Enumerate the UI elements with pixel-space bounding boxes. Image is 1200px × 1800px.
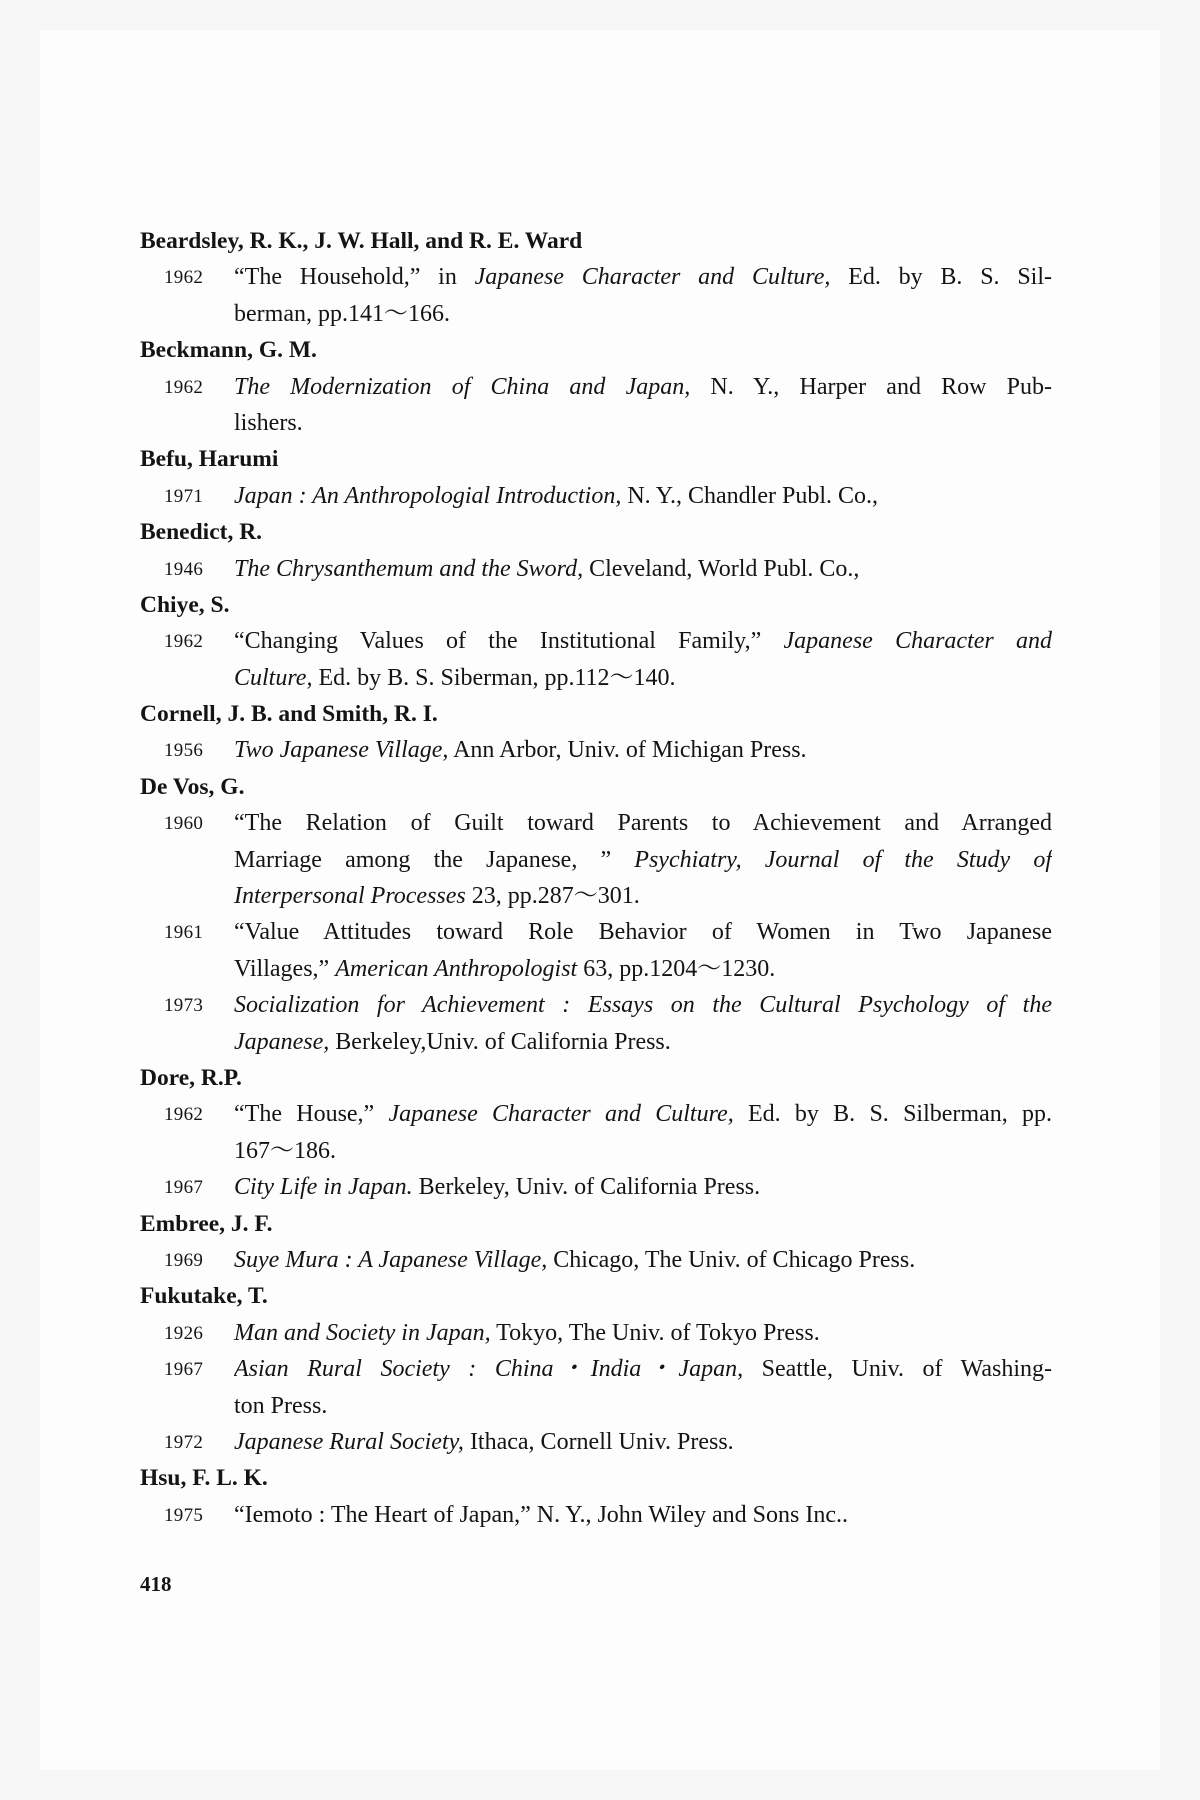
citation-text <box>234 551 1052 587</box>
citation-segment: 23, pp.287～301. <box>465 883 640 910</box>
citation-title: Japan : An Anthropologial Introduction, <box>234 482 622 509</box>
citation-line <box>0 478 1200 514</box>
citation-title: Japanese Rural Society, <box>234 1428 464 1455</box>
citation-line <box>0 1169 1200 1205</box>
citation-line <box>0 660 1200 696</box>
citation-segment: “Iemoto : The Heart of Japan,” N. Y., John Wiley and Sons Inc.. <box>234 1501 849 1528</box>
citation-line <box>0 1351 1200 1387</box>
citation-segment: lishers. <box>234 409 303 436</box>
citation-text <box>234 1096 1052 1132</box>
citation-segment: “Changing Values of the Institutional Family,” <box>234 628 784 655</box>
citation-year: 1962 <box>164 376 204 398</box>
citation-text <box>234 1133 1052 1169</box>
citation-text <box>234 732 1052 768</box>
citation-line <box>0 987 1200 1023</box>
citation-title: City Life in Japan. <box>234 1174 413 1201</box>
citation-text <box>234 1351 1052 1387</box>
citation-text <box>234 405 1052 441</box>
citation-text <box>234 987 1052 1023</box>
citation-line <box>0 1096 1200 1132</box>
citation-line <box>0 1497 1200 1533</box>
citation-line <box>0 369 1200 405</box>
citation-year: 1969 <box>164 1249 204 1271</box>
citation-year: 1962 <box>164 267 204 289</box>
citation-line <box>0 1242 1200 1278</box>
citation-title: Suye Mura : A Japanese Village, <box>234 1246 548 1273</box>
citation-year: 1971 <box>164 485 204 507</box>
citation-text <box>234 1169 1052 1205</box>
citation-segment: Ed. by B. S. Siberman, pp.112～140. <box>312 664 676 691</box>
author-heading: De Vos, G. <box>140 773 245 800</box>
citation-text <box>234 1388 1052 1424</box>
author-heading: Cornell, J. B. and Smith, R. I. <box>140 701 438 728</box>
citation-title: The Chrysanthemum and the Sword, <box>234 555 584 582</box>
citation-segment: Marriage among the Japanese, ” <box>234 846 635 873</box>
citation-text <box>234 878 1052 914</box>
citation-line <box>0 1315 1200 1351</box>
citation-text <box>234 1242 1052 1278</box>
citation-text <box>234 478 1052 514</box>
citation-title: Japanese Character and Culture, <box>388 1101 734 1128</box>
citation-title: Man and Society in Japan, <box>234 1319 491 1346</box>
citation-title: Japanese Character and <box>783 628 1052 655</box>
citation-text <box>234 914 1052 950</box>
citation-year: 1975 <box>164 1504 204 1526</box>
citation-year: 1961 <box>164 922 204 944</box>
citation-title: Culture, <box>234 664 313 691</box>
author-heading: Hsu, F. L. K. <box>140 1465 268 1492</box>
citation-text <box>234 296 1052 332</box>
author-heading: Dore, R.P. <box>140 1064 242 1091</box>
citation-title: Socialization for Achievement : Essays on the Cultural Psychology of the <box>234 992 1052 1019</box>
citation-text <box>234 623 1052 659</box>
citation-segment: Seattle, Univ. of Washing- <box>743 1356 1052 1383</box>
citation-line <box>0 878 1200 914</box>
citation-segment: Berkeley,Univ. of California Press. <box>329 1028 671 1055</box>
citation-segment: N. Y., Chandler Publ. Co., <box>621 482 879 509</box>
citation-line <box>0 623 1200 659</box>
citation-title: Japanese, <box>234 1028 330 1055</box>
citation-title: Two Japanese Village, <box>234 737 449 764</box>
citation-line <box>0 1424 1200 1460</box>
bibliography-list <box>0 223 1200 1533</box>
citation-line <box>0 259 1200 295</box>
citation-line <box>0 405 1200 441</box>
citation-segment: “The Relation of Guilt toward Parents to Achievement and Arranged <box>234 810 1052 837</box>
citation-line <box>0 1133 1200 1169</box>
citation-segment: 63, pp.1204～1230. <box>577 955 776 982</box>
citation-year: 1946 <box>164 558 204 580</box>
citation-title: Psychiatry, Journal of the Study of <box>634 846 1052 873</box>
citation-text <box>234 951 1052 987</box>
citation-text <box>234 369 1052 405</box>
citation-year: 1973 <box>164 995 204 1017</box>
citation-line <box>0 551 1200 587</box>
citation-segment: Berkeley, Univ. of California Press. <box>412 1174 761 1201</box>
citation-segment: berman, pp.141～166. <box>234 300 450 327</box>
author-heading: Beckmann, G. M. <box>140 337 317 364</box>
author-heading: Befu, Harumi <box>140 446 279 473</box>
page-number: 418 <box>140 1572 172 1596</box>
citation-segment: ton Press. <box>234 1392 328 1419</box>
citation-year: 1926 <box>164 1322 204 1344</box>
citation-segment: “The Household,” in <box>234 264 475 291</box>
citation-text <box>234 1315 1052 1351</box>
citation-title: Asian Rural Society : China･India･Japan, <box>234 1356 744 1383</box>
citation-segment: Chicago, The Univ. of Chicago Press. <box>547 1246 916 1273</box>
citation-title: Interpersonal Processes <box>234 883 466 910</box>
citation-segment: Tokyo, The Univ. of Tokyo Press. <box>490 1319 820 1346</box>
author-heading: Chiye, S. <box>140 591 230 618</box>
citation-year: 1962 <box>164 1104 204 1126</box>
citation-text <box>234 1424 1052 1460</box>
author-heading: Embree, J. F. <box>140 1210 273 1237</box>
citation-title: The Modernization of China and Japan, <box>234 373 691 400</box>
citation-segment: 167～186. <box>234 1137 336 1164</box>
citation-title: American Anthropologist <box>335 955 578 982</box>
citation-text <box>234 1024 1052 1060</box>
citation-text <box>234 842 1052 878</box>
citation-title: Japanese Character and Culture, <box>474 264 831 291</box>
citation-text <box>234 805 1052 841</box>
citation-year: 1967 <box>164 1359 204 1381</box>
citation-line <box>0 805 1200 841</box>
citation-year: 1972 <box>164 1431 204 1453</box>
citation-segment: Ed. by B. S. Sil- <box>830 264 1052 291</box>
citation-line <box>0 1024 1200 1060</box>
citation-segment: “The House,” <box>234 1101 389 1128</box>
citation-line <box>0 842 1200 878</box>
citation-line <box>0 951 1200 987</box>
citation-segment: Villages,” <box>234 955 336 982</box>
citation-line <box>0 296 1200 332</box>
author-heading: Beardsley, R. K., J. W. Hall, and R. E. Ward <box>140 228 583 254</box>
citation-line <box>0 914 1200 950</box>
citation-segment: Cleveland, World Publ. Co., <box>583 555 860 582</box>
citation-segment: Ithaca, Cornell Univ. Press. <box>463 1428 734 1455</box>
citation-segment: Ann Arbor, Univ. of Michigan Press. <box>448 737 807 764</box>
author-heading: Benedict, R. <box>140 519 263 546</box>
citation-segment: “Value Attitudes toward Role Behavior of Women in Two Japanese <box>234 919 1052 946</box>
citation-segment: Ed. by B. S. Silberman, pp. <box>733 1101 1052 1128</box>
citation-year: 1960 <box>164 813 204 835</box>
citation-line <box>0 732 1200 768</box>
citation-text <box>234 660 1052 696</box>
author-heading: Fukutake, T. <box>140 1283 268 1310</box>
citation-year: 1967 <box>164 1177 204 1199</box>
citation-text <box>234 1497 1052 1533</box>
citation-year: 1956 <box>164 740 204 762</box>
citation-text <box>234 259 1052 295</box>
citation-segment: N. Y., Harper and Row Pub- <box>690 373 1052 400</box>
citation-line <box>0 1388 1200 1424</box>
citation-year: 1962 <box>164 631 204 653</box>
